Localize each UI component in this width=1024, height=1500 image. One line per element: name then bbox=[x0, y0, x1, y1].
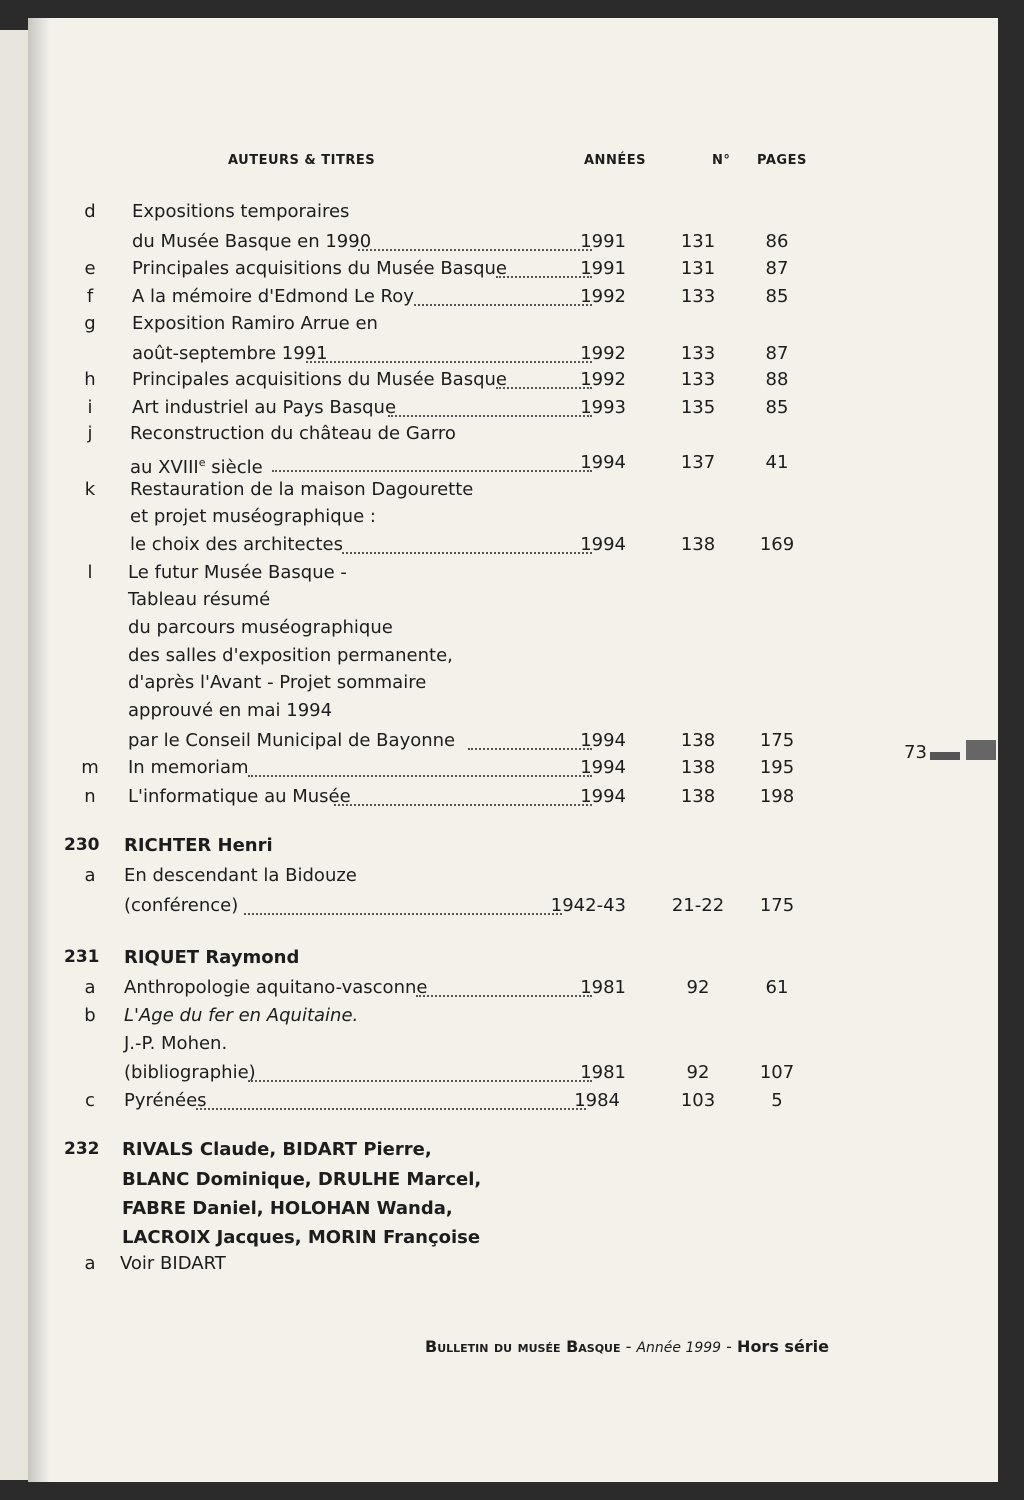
entry-title-line: Expositions temporaires bbox=[132, 201, 350, 222]
entry-letter: m bbox=[81, 757, 99, 778]
entry-title-line: approuvé en mai 1994 bbox=[128, 700, 333, 721]
entry-page: 41 bbox=[765, 452, 789, 473]
entry-letter: h bbox=[84, 369, 96, 390]
author-name: LACROIX Jacques, MORIN Françoise bbox=[122, 1227, 481, 1248]
dot-leader bbox=[248, 774, 592, 777]
dot-leader bbox=[196, 1107, 586, 1110]
entry-number: 131 bbox=[680, 231, 716, 252]
footer-bulletin: Bulletin du musée Basque bbox=[425, 1337, 621, 1356]
entry-letter: g bbox=[84, 313, 96, 334]
entry-number: 92 bbox=[686, 1062, 710, 1083]
entry-number: 138 bbox=[680, 534, 716, 555]
facing-page-edge bbox=[0, 30, 30, 1480]
entry-title-line: Le futur Musée Basque - bbox=[128, 562, 347, 583]
entry-page: 169 bbox=[759, 534, 795, 555]
author-name: FABRE Daniel, HOLOHAN Wanda, bbox=[122, 1198, 453, 1219]
entry-title-line: (conférence) bbox=[124, 895, 239, 916]
entry-letter: l bbox=[87, 562, 93, 583]
entry-title-line: L'Age du fer en Aquitaine. bbox=[124, 1005, 359, 1026]
entry-page: 86 bbox=[765, 231, 789, 252]
entry-page: 85 bbox=[765, 286, 789, 307]
entry-letter: f bbox=[86, 286, 94, 307]
entry-year: 1992 bbox=[580, 369, 626, 390]
entry-year: 1942-43 bbox=[550, 895, 626, 916]
entry-title-line: Tableau résumé bbox=[128, 589, 271, 610]
author-name: BLANC Dominique, DRULHE Marcel, bbox=[122, 1169, 482, 1190]
entry-year: 1991 bbox=[580, 231, 626, 252]
header-number: N° bbox=[712, 153, 731, 168]
author-number: 231 bbox=[64, 947, 100, 967]
entry-page: 175 bbox=[759, 730, 795, 751]
entry-title-line: L'informatique au Musée bbox=[128, 786, 351, 807]
entry-number: 135 bbox=[680, 397, 716, 418]
entry-title-line: août-septembre 1991 bbox=[132, 343, 328, 364]
footer-separator: - bbox=[620, 1337, 637, 1356]
author-name: RICHTER Henri bbox=[124, 835, 273, 856]
entry-title-line: Anthropologie aquitano-vasconne bbox=[124, 977, 428, 998]
entry-year: 1991 bbox=[580, 258, 626, 279]
entry-letter: c bbox=[85, 1090, 95, 1111]
entry-year: 1994 bbox=[580, 534, 626, 555]
author-name: RIVALS Claude, BIDART Pierre, bbox=[122, 1139, 432, 1160]
entry-title-line: Pyrénées bbox=[124, 1090, 207, 1111]
page-number: 73 bbox=[904, 742, 927, 763]
author-number: 232 bbox=[64, 1139, 100, 1159]
entry-title-line: Exposition Ramiro Arrue en bbox=[132, 313, 378, 334]
entry-number: 21-22 bbox=[671, 895, 725, 916]
entry-title-line: (bibliographie) bbox=[124, 1062, 256, 1083]
entry-title-line: En descendant la Bidouze bbox=[124, 865, 357, 886]
entry-year: 1994 bbox=[580, 730, 626, 751]
entry-number: 133 bbox=[680, 286, 716, 307]
dot-leader bbox=[306, 360, 592, 363]
entry-letter: a bbox=[84, 865, 96, 886]
entry-title-line: et projet muséographique : bbox=[130, 506, 376, 527]
entry-title-line: du Musée Basque en 1990 bbox=[132, 231, 372, 252]
entry-title-line: le choix des architectes bbox=[130, 534, 343, 555]
entry-title-line: par le Conseil Municipal de Bayonne bbox=[128, 730, 456, 751]
footer-series: Hors série bbox=[737, 1337, 830, 1356]
entry-year: 1981 bbox=[580, 1062, 626, 1083]
entry-page: 195 bbox=[759, 757, 795, 778]
entry-year: 1994 bbox=[580, 786, 626, 807]
dot-leader bbox=[334, 803, 592, 806]
entry-page: 87 bbox=[765, 258, 789, 279]
entry-letter: b bbox=[84, 1005, 96, 1026]
footer-separator: - bbox=[721, 1337, 738, 1356]
entry-page: 107 bbox=[759, 1062, 795, 1083]
dot-leader bbox=[248, 1079, 592, 1082]
entry-page: 198 bbox=[759, 786, 795, 807]
entry-year: 1981 bbox=[580, 977, 626, 998]
entry-title-line: d'après l'Avant - Projet sommaire bbox=[128, 672, 427, 693]
entry-title-line: In memoriam bbox=[128, 757, 249, 778]
header-authors-titles: AUTEURS & TITRES bbox=[228, 153, 376, 168]
entry-number: 133 bbox=[680, 369, 716, 390]
entry-title-line: des salles d'exposition permanente, bbox=[128, 645, 453, 666]
entry-title-line: Voir BIDART bbox=[120, 1253, 226, 1274]
entry-year: 1994 bbox=[580, 757, 626, 778]
entry-title-line: A la mémoire d'Edmond Le Roy bbox=[132, 286, 414, 307]
entry-letter: j bbox=[87, 423, 93, 444]
entry-letter: k bbox=[84, 479, 96, 500]
footer-year: Année 1999 bbox=[636, 1340, 722, 1356]
entry-number: 138 bbox=[680, 730, 716, 751]
entry-page: 5 bbox=[771, 1090, 783, 1111]
entry-title-line: Principales acquisitions du Musée Basque bbox=[132, 258, 508, 279]
header-pages: PAGES bbox=[757, 153, 807, 168]
entry-page: 87 bbox=[765, 343, 789, 364]
entry-page: 85 bbox=[765, 397, 789, 418]
entry-year: 1992 bbox=[580, 286, 626, 307]
entry-title-line: Reconstruction du château de Garro bbox=[130, 423, 456, 444]
header-years: ANNÉES bbox=[584, 153, 646, 168]
entry-number: 133 bbox=[680, 343, 716, 364]
entry-title-line: Principales acquisitions du Musée Basque bbox=[132, 369, 508, 390]
entry-year: 1992 bbox=[580, 343, 626, 364]
entry-letter: a bbox=[84, 1253, 96, 1274]
entry-number: 138 bbox=[680, 786, 716, 807]
entry-title-line: J.-P. Mohen. bbox=[124, 1033, 228, 1054]
superscript: e bbox=[198, 456, 206, 469]
entry-title-line: Art industriel au Pays Basque bbox=[132, 397, 397, 418]
entry-page: 175 bbox=[759, 895, 795, 916]
thumb-tab-edge bbox=[966, 740, 996, 760]
entry-year: 1993 bbox=[580, 397, 626, 418]
page-gutter-shadow bbox=[28, 18, 50, 1482]
author-name: RIQUET Raymond bbox=[124, 947, 300, 968]
entry-page: 88 bbox=[765, 369, 789, 390]
entry-number: 103 bbox=[680, 1090, 716, 1111]
entry-number: 137 bbox=[680, 452, 716, 473]
running-footer bbox=[425, 1337, 829, 1356]
entry-number: 92 bbox=[686, 977, 710, 998]
entry-number: 131 bbox=[680, 258, 716, 279]
thumb-tab-mark bbox=[930, 752, 960, 760]
dot-leader bbox=[342, 551, 592, 554]
entry-letter: i bbox=[87, 397, 93, 418]
entry-letter: n bbox=[84, 786, 96, 807]
title-text: siècle bbox=[205, 457, 263, 478]
entry-page: 61 bbox=[765, 977, 789, 998]
entry-letter: a bbox=[84, 977, 96, 998]
entry-title-line: du parcours muséographique bbox=[128, 617, 393, 638]
entry-year: 1984 bbox=[574, 1090, 620, 1111]
dot-leader bbox=[244, 912, 562, 915]
dot-leader bbox=[272, 469, 592, 472]
entry-letter: e bbox=[84, 258, 96, 279]
entry-number: 138 bbox=[680, 757, 716, 778]
author-number: 230 bbox=[64, 835, 100, 855]
entry-year: 1994 bbox=[580, 452, 626, 473]
entry-letter: d bbox=[84, 201, 96, 222]
title-text: au XVIII bbox=[130, 457, 199, 478]
entry-title-line: Restauration de la maison Dagourette bbox=[130, 479, 474, 500]
